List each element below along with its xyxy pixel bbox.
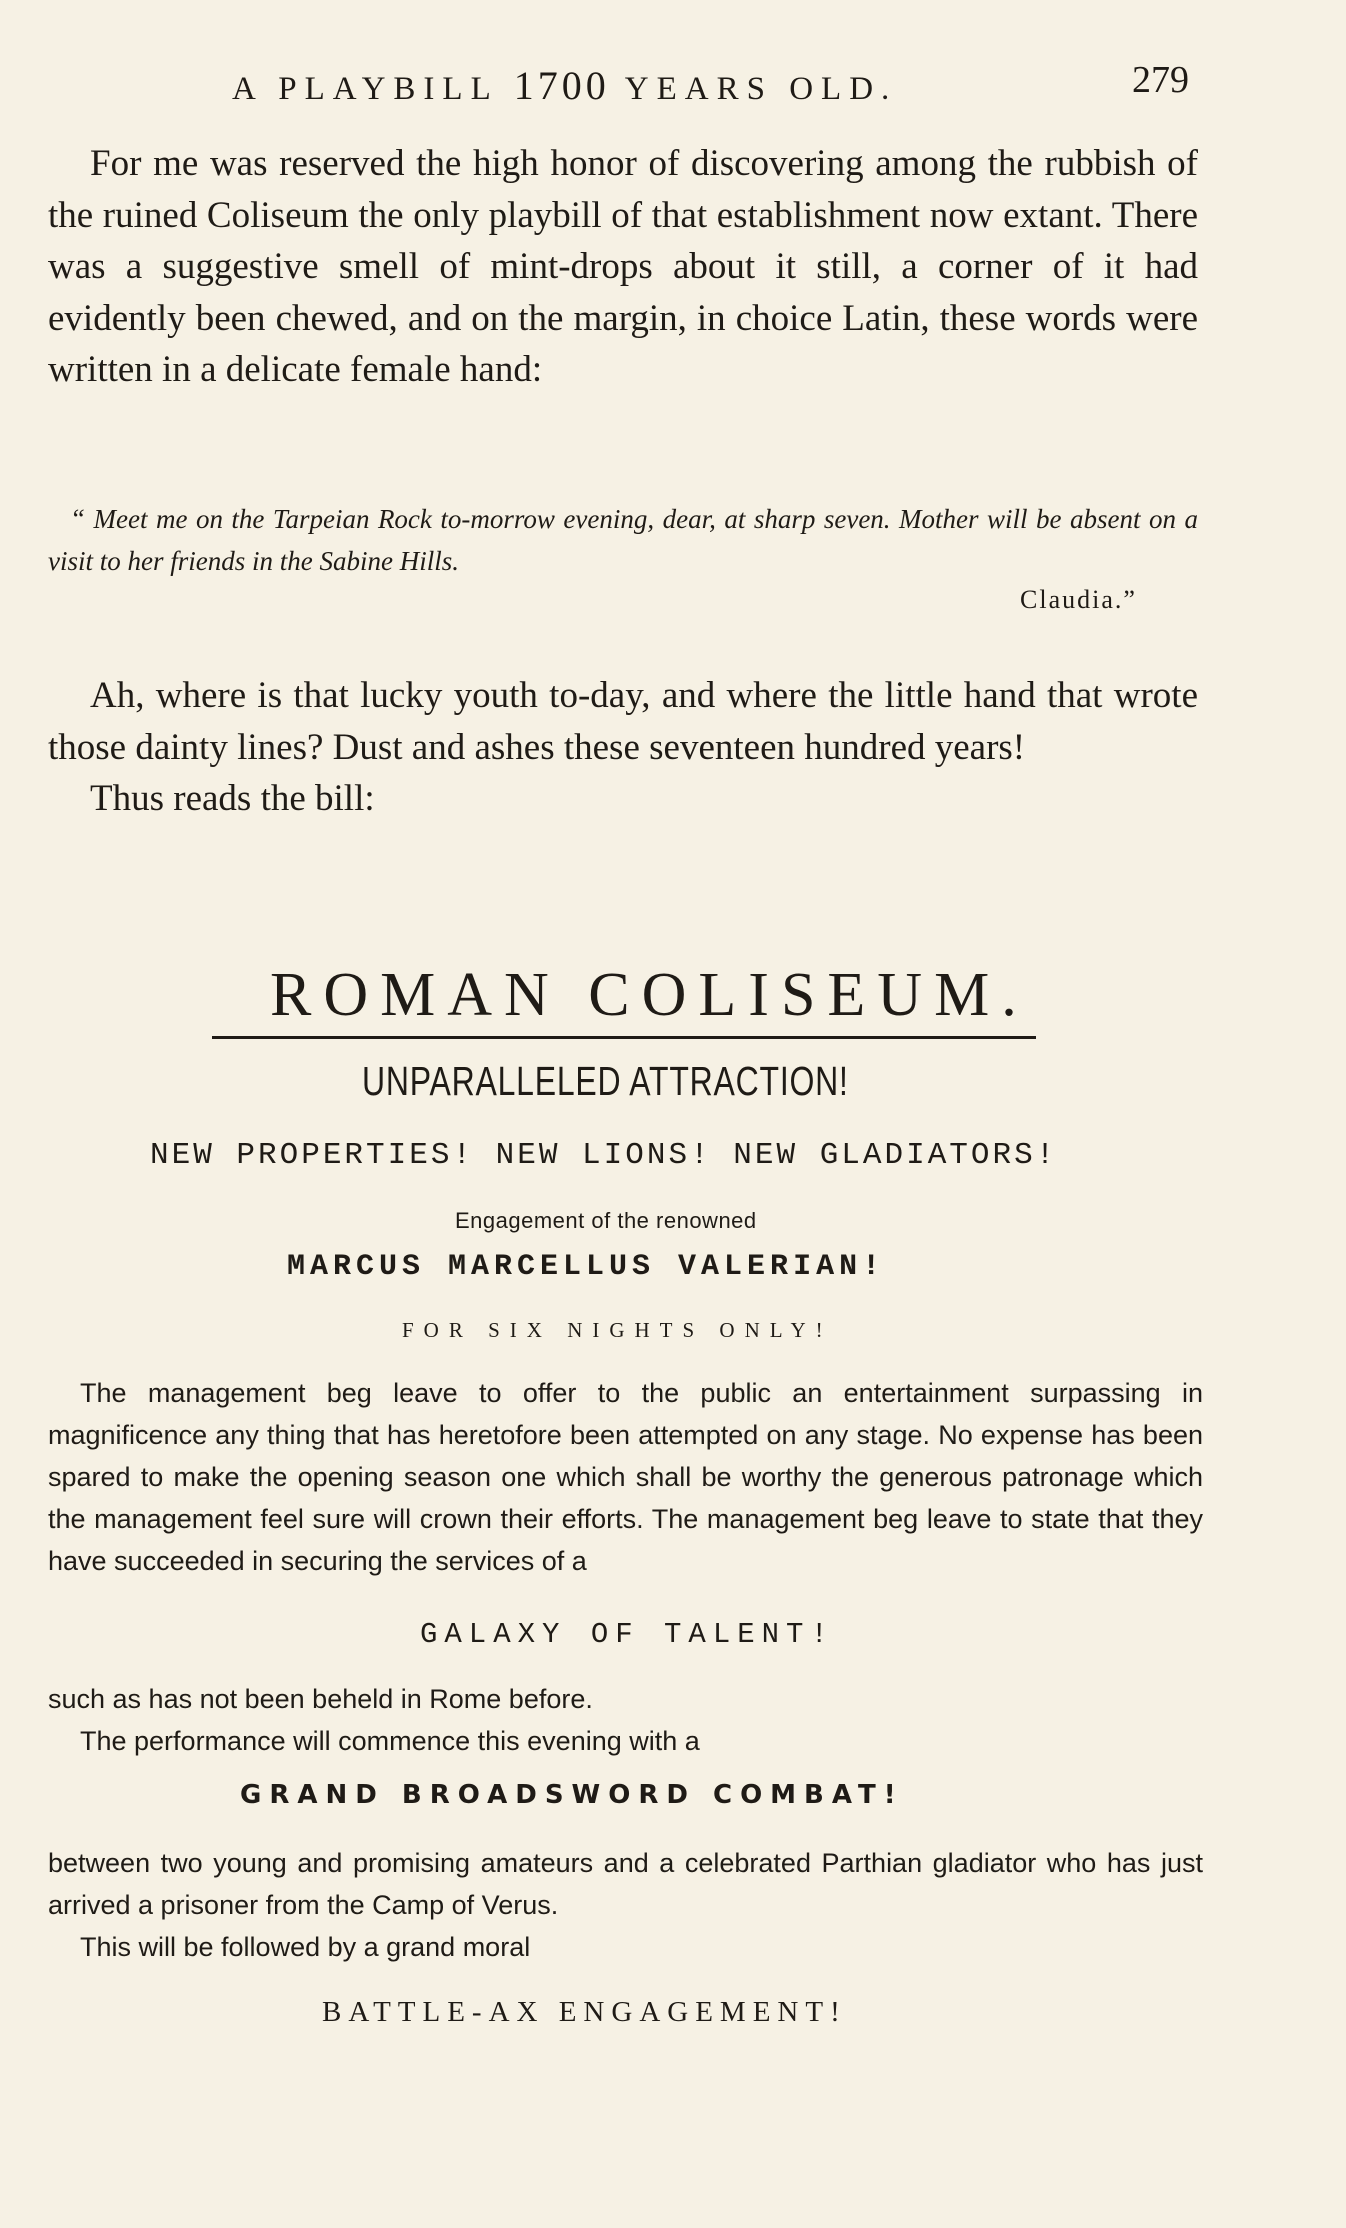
running-header-title (232, 62, 897, 109)
playbill-new-properties: NEW PROPERTIES! NEW LIONS! NEW GLADIATORS! (150, 1138, 1058, 1173)
playbill-engagement: Engagement of the renowned (455, 1208, 757, 1233)
combat-paragraph: between two young and promising amateurs and a celebrated Parthian gladiator who has just arrived a prisoner from the Camp of Verus. (48, 1848, 1203, 1920)
followed-line: This will be followed by a grand moral (80, 1932, 531, 1962)
margin-note-signature: Claudia.” (1020, 585, 1137, 614)
not-beheld-line: such as has not been beheld in Rome before. (48, 1684, 593, 1714)
performance-line: The performance will commence this evening with a (80, 1726, 700, 1756)
playbill-title-rule (212, 1036, 1036, 1039)
thus-reads-line: Thus reads the bill: (90, 778, 375, 819)
intro-paragraph: For me was reserved the high honor of discovering among the rubbish of the ruined Coliseum the only playbill of that establishment now extant. There was a suggestive smell of mint-drops about it still, a corner of it had evidently been chewed, and on the margin, in choice Latin, these words were written in a delicate female hand: (48, 143, 1198, 390)
header-title-part1: A PLAYBILL (232, 71, 498, 107)
intro-section (48, 138, 1198, 396)
playbill-galaxy: GALAXY OF TALENT! (420, 1618, 835, 1651)
playbill-title: ROMAN COLISEUM. (270, 961, 1029, 1029)
playbill-star: MARCUS MARCELLUS VALERIAN! (287, 1250, 886, 1284)
reflection-section (48, 670, 1198, 825)
combat-section (48, 1842, 1203, 1968)
performance-section (48, 1678, 1203, 1762)
margin-note-text: “ Meet me on the Tarpeian Rock to-morrow evening, dear, at sharp seven. Mother will be absent on a visit to her friends in the Sabine Hills. (48, 504, 1198, 576)
header-title-year: 1700 (513, 63, 610, 108)
playbill-battle-ax: BATTLE-AX ENGAGEMENT! (322, 1996, 847, 2028)
management-paragraph: The management beg leave to offer to the public an entertainment surpassing in magnificence any thing that has heretofore been attempted on any stage. No expense has been spared to make the opening season one which shall be worthy the generous patronage which the management feel sure will crown their efforts. The management beg leave to state that they have succeeded in securing the services of a (48, 1378, 1203, 1576)
reflection-paragraph: Ah, where is that lucky youth to-day, and where the little hand that wrote those dainty lines? Dust and ashes these seventeen hundred years! (48, 675, 1198, 768)
playbill-six-nights: FOR SIX NIGHTS ONLY! (402, 1318, 833, 1342)
header-title-part2: YEARS OLD. (624, 71, 898, 107)
playbill-grand-combat: GRAND BROADSWORD COMBAT! (240, 1780, 904, 1810)
margin-note (48, 498, 1198, 582)
management-section (48, 1372, 1203, 1582)
playbill-attraction: UNPARALLELED ATTRACTION! (362, 1058, 849, 1104)
page-number: 279 (1132, 59, 1189, 101)
